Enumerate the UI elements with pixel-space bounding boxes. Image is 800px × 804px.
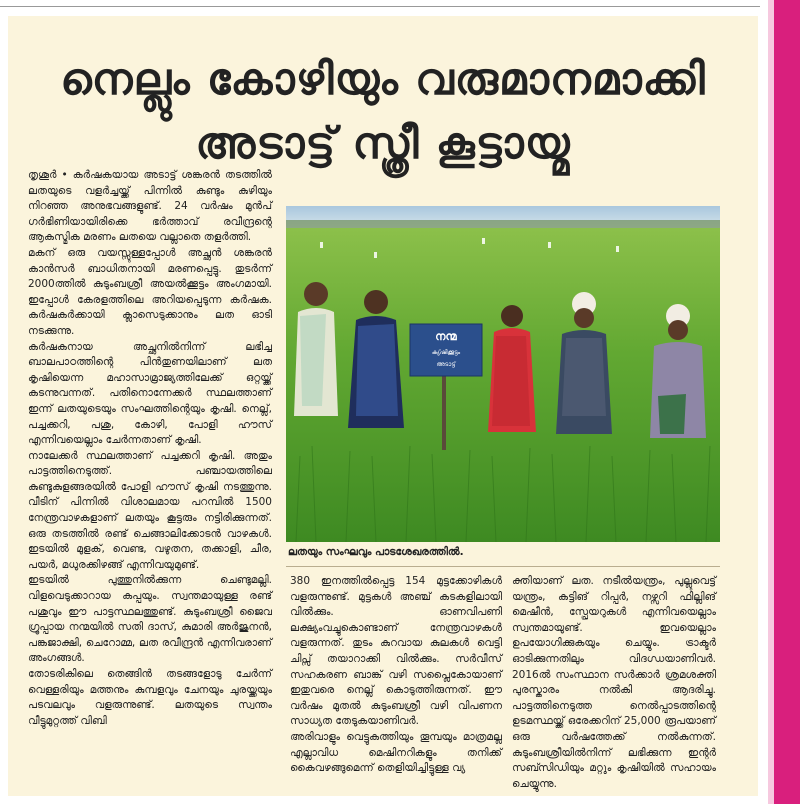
page-edge-accent: [774, 0, 800, 804]
article-paragraph: ഇടയിൽ പുത്തുനിൽക്കുന്ന ചെണ്ടുമല്ലി. വിളവെടുക്കാറായ കപ്പയും. സ്വന്തമായുള്ള രണ്ട് പശുവും ഈ പാട്ടസ്ഥലത്തുണ്ട്. കുടുംബശ്രീ ജൈവ ഗ്രൂപ്പായ നന്മയിൽ സതി ദാസ്, കുമാരി അർജുനൻ, പങ്കജാക്ഷി, ചെറോമ്മ, ലത രവീന്ദ്രൻ എന്നിവരാണ് അംഗങ്ങൾ.: [28, 574, 272, 665]
photo-caption: ലതയും സംഘവും പാടശേഖരത്തിൽ.: [288, 546, 464, 558]
signboard-text: നന്മ: [435, 330, 457, 343]
caption-divider: [286, 566, 720, 567]
article-paragraph: മകന് ഒരു വയസ്സുള്ളപ്പോൾ അച്ഛൻ ശങ്കരൻ കാൻസർ ബാധിതനായി മരണപ്പെട്ടു. തുടർന്ന് 2000ത്തിൽ കുടുംബശ്രീ അയൽക്കൂട്ടം അംഗമായി. ഇപ്പോൾ കേരളത്തിലെ അറിയപ്പെടുന്ന കർഷക. കർഷകർക്കായി ക്ലാസെടുക്കാനും ലത ഓടി നടക്കുന്നു.: [28, 246, 272, 337]
page-top-rule: [0, 0, 760, 7]
article-paragraph: തോടരികിലെ തെങ്ങിൻ തടങ്ങളോടു ചേർന്ന് വെള്ളരിയും മത്തനും കുമ്പളവും ചേനയും ചുരയ്ക്കയും പടവലവും വളരുന്നുണ്ട്. ലതയുടെ സ്വന്തം വീട്ടുമുറ്റത്ത് വിബി: [28, 668, 272, 727]
article-paragraph: നാലേക്കർ സ്ഥലത്താണ് പച്ചക്കറി കൃഷി. അതും പാട്ടത്തിനെടുത്ത്. പഞ്ചായത്തിലെ കുണ്ടുകുളങ്ങരയിൽ പോളി ഹൗസ് കൃഷി നടത്തുന്നു. വീടിന് പിന്നിൽ വിശാലമായ പറമ്പിൽ 1500 നേന്ത്രവാഴകളാണ് ലതയും കൂട്ടരും നട്ടിരിക്കുന്നത്. ഒരു തടത്തിൽ രണ്ട് ചെങ്ങാലിക്കോടൻ വാഴകൾ. ഇടയിൽ മുളക്, വെണ്ട, വഴുതന, തക്കാളി, ചീര, പയർ, മധുരക്കിഴങ്ങ് എന്നിവയുമുണ്ട്.: [28, 449, 272, 571]
signboard-text: അടാട്ട്: [436, 361, 456, 368]
article-paragraph: തൃശൂർ • കർഷകയായ അടാട്ട് ശങ്കരൻ തടത്തിൽ ലതയുടെ വളർച്ചയ്ക്ക് പിന്നിൽ കുണ്ടും കുഴിയും നിറഞ്ഞ അനുഭവങ്ങളുണ്ട്. 24 വർഷം മുൻപ് ഗർഭിണിയായിരിക്കെ ഭർത്താവ് രവീന്ദ്രന്റെ ആകസ്മിക മരണം ലതയെ വല്ലാതെ തളർത്തി.: [28, 169, 272, 244]
article-column-2: [290, 574, 502, 777]
article-paragraph: ക്തിയാണ് ലത. നടീൽയന്ത്രം, പുല്ലുവെട്ട് യന്ത്രം, കട്ടിങ് റിപ്പർ, നഴ്സറി ഫില്ലിങ് മെഷീൻ, സ്പ്രേയറുകൾ എന്നിവയെല്ലാം സ്വന്തമായുണ്ട്. ഇവയെല്ലാം ഉപയോഗിക്കുകയും ചെയ്യും. ട്രാക്ടർ ഓടിക്കുന്നതിലും വിദഗ്ധയാണിവർ. 2016ൽ സംസ്ഥാന സർക്കാർ ശ്രമശക്തി പുരസ്കാരം നൽകി ആദരിച്ചു. പാട്ടത്തിനെടുത്ത നെൽപ്പാടത്തിന്റെ ഉടമസ്ഥയ്ക്ക് ഒരേക്കറിന് 25,000 രൂപയാണ് ഒരു വർഷത്തേക്ക് നൽകുന്നത്. കുടുംബശ്രീയിൽനിന്ന് ലഭിക്കുന്ന ഇന്റർ സബ്സിഡിയും മറ്റും കൃഷിയിൽ സഹായം ചെയ്യുന്നു.: [512, 575, 716, 790]
article-photo-paddy-field: [286, 206, 720, 542]
article-column-1: [28, 168, 272, 729]
headline-line-2: അടാട്ട് സ്ത്രീ കൂട്ടായ്മ: [195, 118, 571, 169]
signboard-text: ക്യ്ഷിക്കൂട്ടം: [431, 349, 461, 356]
article-paragraph: അരിവാളും വെട്ടുകത്തിയും തൂമ്പയും മാത്രമല്ല എല്ലാവിധ മെഷിനറികളും തനിക്ക് കൈവഴങ്ങുമെന്ന് തെളിയിച്ചിട്ടുള്ള വ്യ: [290, 730, 502, 775]
article-paragraph: 380 ഇനത്തിൽപ്പെട്ട 154 മുട്ടക്കോഴികൾ വളരുന്നുണ്ട്. മുട്ടകൾ അഞ്ച് കടകളിലായി വിൽക്കും. ഓണവിപണി ലക്ഷ്യംവച്ചുകൊണ്ടാണ് നേന്ത്രവാഴകൾ വളരുന്നത്. തുടം കുറവായ കുലകൾ വെട്ടി ചിപ്സ് തയാറാക്കി വിൽക്കും. സർവീസ് സഹകരണ ബാങ്ക് വഴി സപ്ലൈകോയാണ് ഇതുവരെ നെല്ല് കൊടുത്തിരുന്നത്. ഈ വർഷം മുതൽ കുടുംബശ്രീ വഴി വിപണന സാധ്യത തേടുകയാണിവർ.: [290, 575, 502, 728]
headline-line-1: നെല്ലും കോഴിയും വരുമാനമാക്കി: [60, 54, 706, 105]
article-column-3: [512, 574, 716, 792]
article-paragraph: കർഷകനായ അച്ഛനിൽനിന്ന് ലഭിച്ച ബാലപാഠത്തിന്റെ പിൻതുണയിലാണ് ലത കൃഷിയെന്ന മഹാസാമ്രാജ്യത്തിലേക്ക് ഒറ്റയ്ക്ക് കടന്നുവന്നത്. പതിനൊന്നേക്കർ സ്ഥലത്താണ് ഇന്ന് ലതയുടെയും സംഘത്തിന്റെയും കൃഷി. നെല്ല്, പച്ചക്കറി, പശു, കോഴി, പോളി ഹൗസ് എന്നിവയെല്ലാം ചേർന്നതാണ് കൃഷി.: [28, 340, 272, 447]
